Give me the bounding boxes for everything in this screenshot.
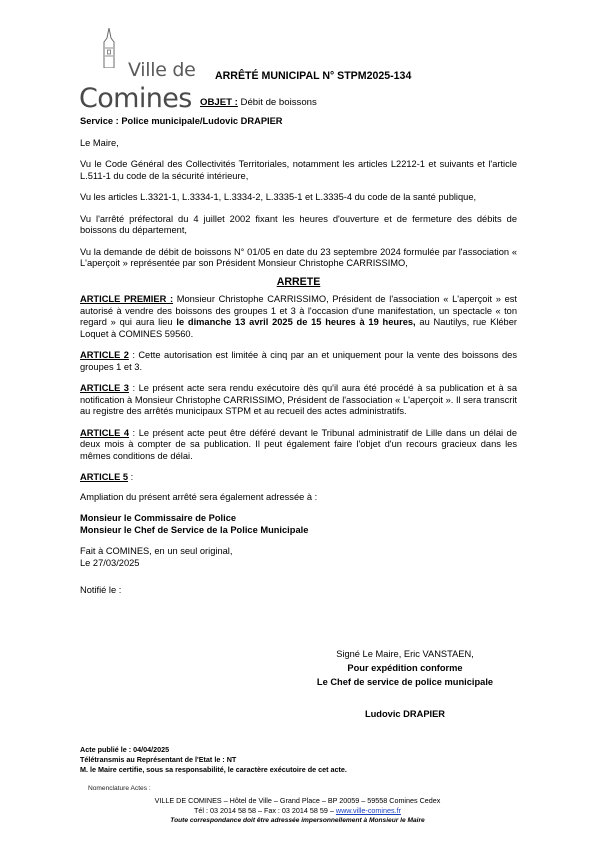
decree-title: ARRÊTÉ MUNICIPAL N° STPM2025-134 [215, 70, 412, 82]
article-3-label: ARTICLE 3 [80, 383, 129, 393]
article-5-label: ARTICLE 5 [80, 472, 129, 482]
phone-fax: Tél : 03 2014 58 58 – Fax : 03 2014 58 59 – [194, 806, 336, 815]
document-body [80, 116, 517, 597]
signature-conforme: Pour expédition conforme [347, 663, 463, 673]
vu-paragraph-2: Vu les articles L.3321-1, L.3334-1, L.3334-2, L.3335-1 et L.3335-4 du code de la santé publique, [80, 192, 477, 202]
vu-paragraph-4: Vu la demande de débit de boissons N° 01/05 en date du 23 septembre 2024 formulée par l'association « L'aperçoit » représentée par son Président Monsieur Christophe CARRISSIMO, [80, 246, 517, 268]
signature-mayor: Signé Le Maire, Eric VANSTAEN, [336, 649, 474, 659]
recipient-2: Monsieur le Chef de Service de la Police Municipale [80, 524, 309, 535]
article-1-text: Monsieur Christophe CARRISSIMO, Président de l'association « L'aperçoit » est autorisé à vendre des boissons des groupes 1 et 3 à l'occasion d'une manifestation, un spectacle « ton regard » qui aura lieu [80, 294, 517, 327]
transmitted-line: Télétransmis au Représentant de l'Etat le : NT [80, 755, 237, 764]
article-4 [80, 428, 517, 463]
ampliation-line: Ampliation du présent arrêté sera également adressée à : [80, 491, 318, 502]
service-line: Service : Police municipale/Ludovic DRAPIER [80, 116, 283, 126]
signature-name: Ludovic DRAPIER [364, 709, 446, 719]
signature-chef: Le Chef de service de police municipale [316, 677, 494, 687]
article-2-label: ARTICLE 2 [80, 350, 129, 360]
article-2-text: : Cette autorisation est limitée à cinq par an et uniquement pour la vente des boissons des groupes 1 et 3. [80, 350, 517, 372]
signature-block [270, 647, 540, 721]
notifie-line: Notifié le : [80, 585, 122, 595]
objet-value: Débit de boissons [237, 97, 317, 108]
date-line: Le 27/03/2025 [80, 557, 140, 568]
nomenclature-line: Nomenclature Actes : [88, 785, 151, 792]
objet-line [200, 97, 317, 108]
article-5 [80, 472, 517, 484]
logo-ville-text: Ville de [128, 59, 196, 81]
article-4-text: : Le présent acte peut être déféré devant le Tribunal administratif de Lille dans un délai de deux mois à compter de sa publication. Il peut également faire l'objet d'un recours gracieux dans les mêmes conditions de délai. [80, 427, 517, 461]
article-4-label: ARTICLE 4 [80, 427, 130, 438]
logo-comines-text: Comines [79, 83, 192, 114]
article-3 [80, 383, 517, 418]
article-3-text: : Le présent acte sera rendu exécutoire dès qu'il aura été procédé à sa publication et à sa notification à Monsieur Christophe CARRISSIMO, Président de l'association « L'aperçoit ». Il sera transcrit au registre des arrêtés municipaux STPM et au recueil des actes administratifs. [80, 383, 517, 416]
article-2 [80, 350, 517, 373]
article-1-date: le dimanche 13 avril 2025 de 15 heures à 19 heures, [176, 317, 416, 327]
salutation: Le Maire, [80, 137, 119, 148]
objet-label: OBJET : [200, 97, 238, 108]
vu-paragraph-1: Vu le Code Général des Collectivités Territoriales, notamment les articles L2212-1 et suivants et l'article L.511-1 du code de la sécurité intérieure, [80, 159, 517, 181]
footer-address [0, 796, 595, 826]
arrete-heading: ARRETE [276, 275, 321, 288]
contact-line [0, 806, 595, 816]
address-line: VILLE DE COMINES – Hôtel de Ville – Grand Place – BP 20059 – 59558 Comines Cedex [154, 796, 441, 805]
vu-paragraph-3: Vu l'arrêté préfectoral du 4 juillet 2002 fixant les heures d'ouverture et de fermeture des débits de boissons du département, [80, 213, 517, 235]
article-1-location: au Nautilys, rue Kléber Loquet à COMINES 59560. [80, 317, 517, 339]
ville-de-comines-logo [76, 24, 196, 114]
fait-line: Fait à COMINES, en un seul original, [80, 546, 233, 556]
footer-metadata [80, 745, 347, 775]
article-1 [80, 294, 517, 340]
church-tower-icon [98, 28, 120, 68]
website-link[interactable]: www.ville-comines.fr [335, 806, 401, 815]
article-1-label: ARTICLE PREMIER : [80, 294, 174, 304]
correspondence-notice: Toute correspondance doit être adressée impersonnellement à Monsieur le Maire [170, 817, 425, 824]
recipient-1: Monsieur le Commissaire de Police [80, 513, 237, 523]
certify-line: M. le Maire certifie, sous sa responsabilité, le caractère exécutoire de cet acte. [80, 765, 347, 774]
article-5-text: : [128, 472, 134, 482]
published-date: Acte publié le : 04/04/2025 [80, 745, 170, 754]
